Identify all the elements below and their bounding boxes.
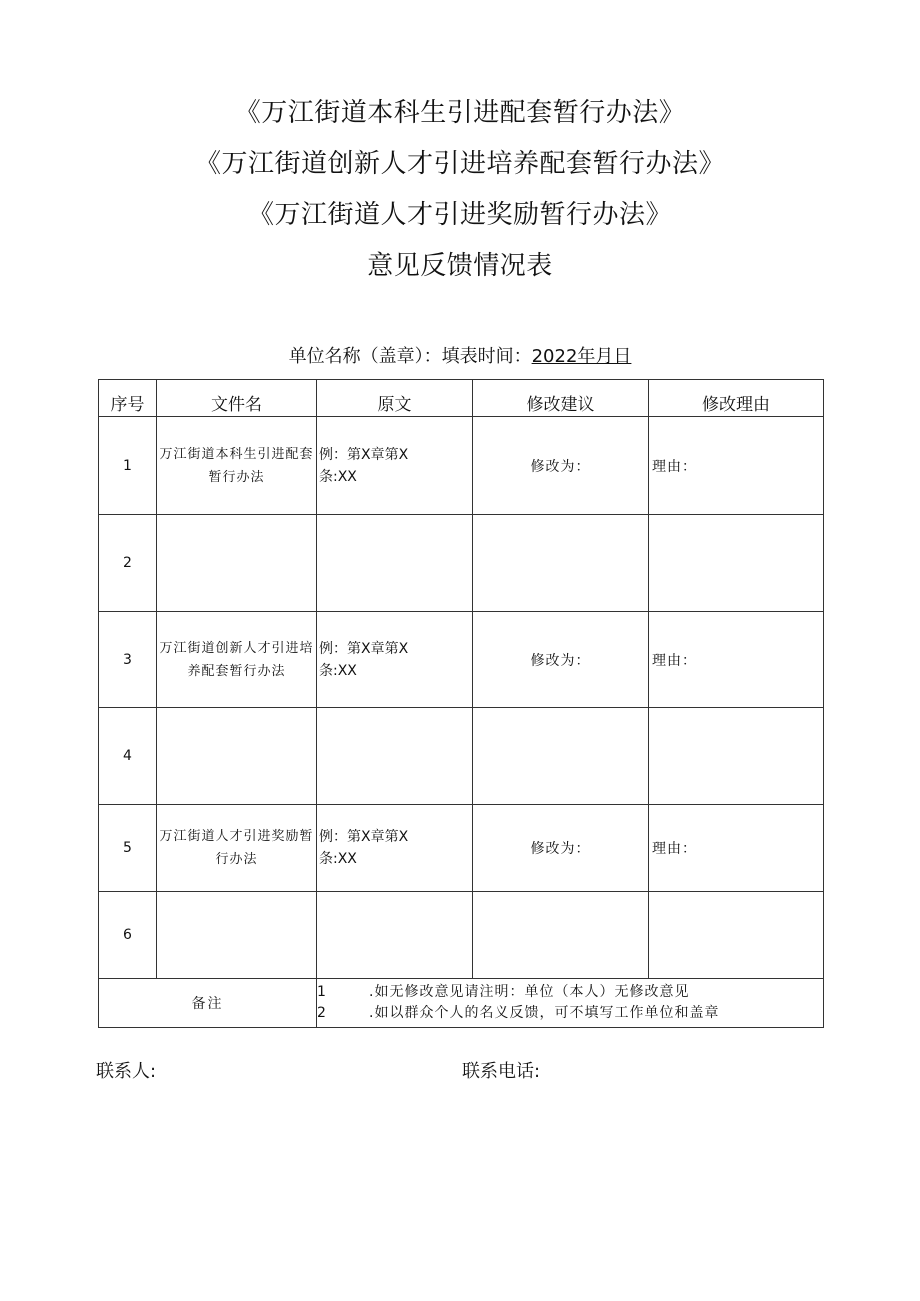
suggestion-cell[interactable]: [473, 515, 649, 612]
suggestion-cell[interactable]: [473, 708, 649, 805]
remarks-content: [317, 979, 824, 1028]
suggestion-cell[interactable]: 修改为：: [473, 417, 649, 515]
file-name-cell[interactable]: [157, 892, 317, 979]
file-name-cell[interactable]: 万江街道人才引进奖励暂行办法: [157, 805, 317, 892]
unit-label: 单位名称（盖章）：填表时间：: [288, 346, 532, 367]
original-line-1: 例：第X章第X: [319, 446, 409, 463]
original-line-1: 例：第X章第X: [319, 640, 409, 657]
row-number: 4: [99, 708, 157, 805]
remark-text: .如无修改意见请注明：单位（本人）无修改意见: [369, 984, 690, 1000]
suggestion-cell[interactable]: 修改为：: [473, 805, 649, 892]
table-row: [99, 612, 824, 708]
reason-cell[interactable]: 理由：: [649, 805, 824, 892]
original-text-cell[interactable]: [317, 417, 473, 515]
remarks-label: 备注: [99, 979, 317, 1028]
table-row: [99, 892, 824, 979]
fill-date: 2022年月日: [531, 346, 632, 367]
suggestion-cell[interactable]: [473, 892, 649, 979]
row-number: 2: [99, 515, 157, 612]
header-no: 序号: [99, 380, 157, 417]
remarks-row: [99, 979, 824, 1028]
title-line-3: 《万江街道人才引进奖励暂行办法》: [247, 200, 672, 230]
document-titles: [0, 88, 920, 292]
remark-number: 2: [317, 1005, 327, 1021]
header-file: 文件名: [157, 380, 317, 417]
feedback-table: [98, 379, 824, 1028]
contact-person-label: 联系人:: [96, 1061, 157, 1082]
original-text-cell[interactable]: [317, 892, 473, 979]
remark-text: .如以群众个人的名义反馈，可不填写工作单位和盖章: [369, 1005, 720, 1021]
original-line-2: 条:XX: [319, 851, 357, 867]
header-suggestion: 修改建议: [473, 380, 649, 417]
reason-cell[interactable]: [649, 892, 824, 979]
row-number: 3: [99, 612, 157, 708]
remark-item-1: [317, 982, 823, 1003]
header-reason: 修改理由: [649, 380, 824, 417]
reason-cell[interactable]: [649, 708, 824, 805]
title-line-1: 《万江街道本科生引进配套暂行办法》: [234, 98, 686, 128]
title-line-2: 《万江街道创新人才引进培养配套暂行办法》: [194, 149, 725, 179]
row-number: 1: [99, 417, 157, 515]
original-text-cell[interactable]: [317, 805, 473, 892]
original-text-cell[interactable]: [317, 708, 473, 805]
original-text-cell[interactable]: [317, 612, 473, 708]
file-name-cell[interactable]: [157, 708, 317, 805]
original-text-cell[interactable]: [317, 515, 473, 612]
original-line-2: 条:XX: [319, 662, 357, 679]
suggestion-cell[interactable]: 修改为：: [473, 612, 649, 708]
reason-cell[interactable]: 理由：: [649, 417, 824, 515]
header-original: 原文: [317, 380, 473, 417]
reason-cell[interactable]: 理由：: [649, 612, 824, 708]
file-name-cell[interactable]: 万江街道创新人才引进培养配套暂行办法: [157, 612, 317, 708]
unit-info-line: [0, 342, 920, 368]
row-number: 5: [99, 805, 157, 892]
file-name-cell[interactable]: [157, 515, 317, 612]
form-title: 意见反馈情况表: [367, 251, 553, 281]
table-row: [99, 515, 824, 612]
table-row: [99, 708, 824, 805]
contact-phone-label: 联系电话:: [462, 1061, 541, 1082]
original-line-2: 条:XX: [319, 468, 357, 485]
table-row: [99, 805, 824, 892]
table-header-row: [99, 380, 824, 417]
reason-cell[interactable]: [649, 515, 824, 612]
file-name-cell[interactable]: 万江街道本科生引进配套暂行办法: [157, 417, 317, 515]
original-line-1: 例：第X章第X: [319, 829, 409, 845]
remark-number: 1: [317, 984, 327, 1000]
remark-item-2: [317, 1003, 823, 1024]
table-row: [99, 417, 824, 515]
row-number: 6: [99, 892, 157, 979]
